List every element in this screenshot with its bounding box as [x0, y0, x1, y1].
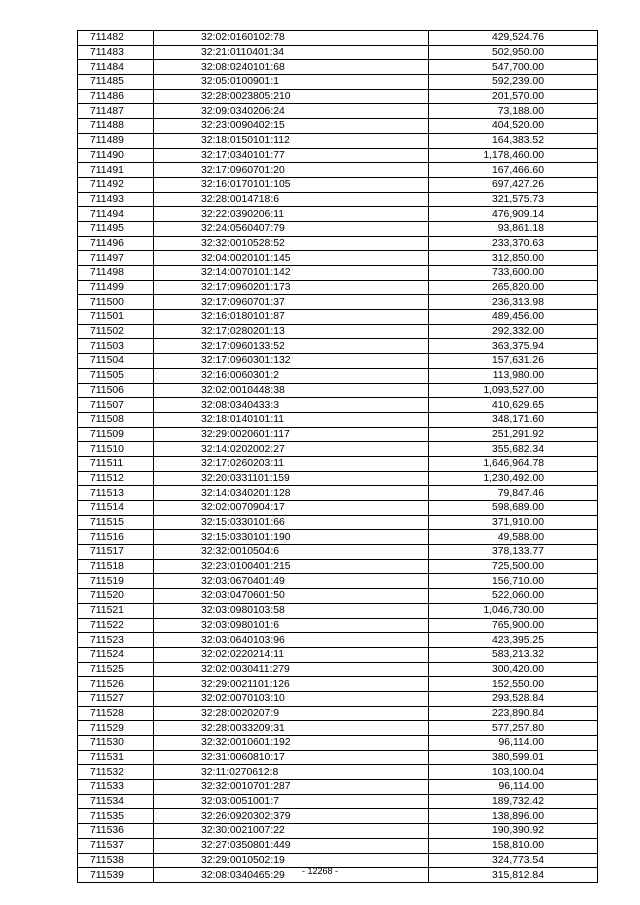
cadastral-value-cell: 598,689.00	[429, 501, 598, 516]
cadastral-number-cell: 32:17:0960701:37	[154, 295, 429, 310]
table-row	[78, 736, 598, 751]
table-row	[78, 633, 598, 648]
table-row	[78, 471, 598, 486]
cadastral-value-cell: 1,046,730.00	[429, 603, 598, 618]
table-row	[78, 559, 598, 574]
cadastral-number-cell: 32:02:0160102:78	[154, 31, 429, 46]
cadastral-value-cell: 293,528.84	[429, 691, 598, 706]
record-id-cell: 711499	[78, 280, 154, 295]
cadastral-value-cell: 476,909.14	[429, 207, 598, 222]
record-id-cell: 711484	[78, 60, 154, 75]
cadastral-value-cell: 592,239.00	[429, 75, 598, 90]
cadastral-value-cell: 1,230,492.00	[429, 471, 598, 486]
record-id-cell: 711490	[78, 148, 154, 163]
table-row	[78, 794, 598, 809]
cadastral-value-cell: 1,178,460.00	[429, 148, 598, 163]
cadastral-number-cell: 32:03:0980103:58	[154, 603, 429, 618]
cadastral-value-cell: 1,646,964.78	[429, 456, 598, 471]
cadastral-number-cell: 32:16:0060301:2	[154, 368, 429, 383]
cadastral-value-cell: 725,500.00	[429, 559, 598, 574]
cadastral-number-cell: 32:31:0060810:17	[154, 750, 429, 765]
cadastral-number-cell: 32:15:0330101:66	[154, 515, 429, 530]
table-row	[78, 765, 598, 780]
cadastral-value-cell: 158,810.00	[429, 838, 598, 853]
record-id-cell: 711515	[78, 515, 154, 530]
cadastral-value-cell: 404,520.00	[429, 119, 598, 134]
cadastral-number-cell: 32:32:0010701:287	[154, 780, 429, 795]
record-id-cell: 711521	[78, 603, 154, 618]
cadastral-number-cell: 32:27:0350801:449	[154, 838, 429, 853]
cadastral-number-cell: 32:17:0960201:173	[154, 280, 429, 295]
table-row	[78, 677, 598, 692]
record-id-cell: 711500	[78, 295, 154, 310]
record-id-cell: 711519	[78, 574, 154, 589]
cadastral-value-cell: 348,171.60	[429, 412, 598, 427]
cadastral-number-cell: 32:03:0980101:6	[154, 618, 429, 633]
table-row	[78, 691, 598, 706]
record-id-cell: 711535	[78, 809, 154, 824]
cadastral-number-cell: 32:30:0021007:22	[154, 824, 429, 839]
table-row	[78, 603, 598, 618]
cadastral-value-cell: 103,100.04	[429, 765, 598, 780]
cadastral-number-cell: 32:32:0010504:6	[154, 545, 429, 560]
cadastral-number-cell: 32:18:0150101:112	[154, 133, 429, 148]
cadastral-value-cell: 265,820.00	[429, 280, 598, 295]
record-id-cell: 711498	[78, 266, 154, 281]
record-id-cell: 711534	[78, 794, 154, 809]
cadastral-number-cell: 32:08:0340433:3	[154, 398, 429, 413]
record-id-cell: 711486	[78, 89, 154, 104]
table-row	[78, 398, 598, 413]
cadastral-value-cell: 96,114.00	[429, 780, 598, 795]
cadastral-value-cell: 251,291.92	[429, 427, 598, 442]
cadastral-value-cell: 410,629.65	[429, 398, 598, 413]
cadastral-number-cell: 32:23:0100401:215	[154, 559, 429, 574]
cadastral-number-cell: 32:02:0220214:11	[154, 647, 429, 662]
cadastral-number-cell: 32:16:0170101:105	[154, 177, 429, 192]
record-id-cell: 711504	[78, 354, 154, 369]
cadastral-value-cell: 321,575.73	[429, 192, 598, 207]
cadastral-value-cell: 371,910.00	[429, 515, 598, 530]
cadastral-value-cell: 429,524.76	[429, 31, 598, 46]
cadastral-value-cell: 522,060.00	[429, 589, 598, 604]
record-id-cell: 711501	[78, 310, 154, 325]
table-row	[78, 31, 598, 46]
cadastral-value-cell: 223,890.84	[429, 706, 598, 721]
cadastral-number-cell: 32:28:0020207:9	[154, 706, 429, 721]
table-row	[78, 60, 598, 75]
cadastral-number-cell: 32:08:0340465:29	[154, 868, 429, 883]
record-id-cell: 711537	[78, 838, 154, 853]
cadastral-number-cell: 32:17:0960701:20	[154, 163, 429, 178]
record-id-cell: 711533	[78, 780, 154, 795]
record-id-cell: 711525	[78, 662, 154, 677]
table-row	[78, 163, 598, 178]
table-row	[78, 412, 598, 427]
record-id-cell: 711505	[78, 368, 154, 383]
cadastral-number-cell: 32:29:0010502:19	[154, 853, 429, 868]
record-id-cell: 711493	[78, 192, 154, 207]
cadastral-number-cell: 32:17:0280201:13	[154, 324, 429, 339]
table-row	[78, 838, 598, 853]
cadastral-number-cell: 32:17:0960133:52	[154, 339, 429, 354]
cadastral-value-cell: 96,114.00	[429, 736, 598, 751]
cadastral-value-cell: 152,550.00	[429, 677, 598, 692]
record-id-cell: 711512	[78, 471, 154, 486]
table-row	[78, 104, 598, 119]
table-row	[78, 427, 598, 442]
cadastral-value-cell: 79,847.46	[429, 486, 598, 501]
table-row	[78, 809, 598, 824]
table-row	[78, 89, 598, 104]
record-id-cell: 711510	[78, 442, 154, 457]
cadastral-value-cell: 190,390.92	[429, 824, 598, 839]
record-id-cell: 711491	[78, 163, 154, 178]
cadastral-value-cell: 380,599.01	[429, 750, 598, 765]
cadastral-number-cell: 32:17:0340101:77	[154, 148, 429, 163]
cadastral-number-cell: 32:11:0270612:8	[154, 765, 429, 780]
record-id-cell: 711528	[78, 706, 154, 721]
table-row	[78, 662, 598, 677]
record-id-cell: 711539	[78, 868, 154, 883]
cadastral-number-cell: 32:17:0960301:132	[154, 354, 429, 369]
cadastral-value-cell: 1,093,527.00	[429, 383, 598, 398]
record-id-cell: 711489	[78, 133, 154, 148]
record-id-cell: 711529	[78, 721, 154, 736]
cadastral-value-cell: 157,631.26	[429, 354, 598, 369]
cadastral-number-cell: 32:14:0070101:142	[154, 266, 429, 281]
cadastral-value-cell: 201,570.00	[429, 89, 598, 104]
cadastral-value-cell: 93,861.18	[429, 221, 598, 236]
record-id-cell: 711503	[78, 339, 154, 354]
table-row	[78, 780, 598, 795]
table-row	[78, 442, 598, 457]
cadastral-number-cell: 32:05:0100901:1	[154, 75, 429, 90]
table-row	[78, 45, 598, 60]
record-id-cell: 711511	[78, 456, 154, 471]
table-row	[78, 339, 598, 354]
record-id-cell: 711506	[78, 383, 154, 398]
record-id-cell: 711514	[78, 501, 154, 516]
record-id-cell: 711482	[78, 31, 154, 46]
table-row	[78, 574, 598, 589]
table-row	[78, 501, 598, 516]
cadastral-number-cell: 32:03:0470601:50	[154, 589, 429, 604]
cadastral-value-cell: 167,466.60	[429, 163, 598, 178]
cadastral-number-cell: 32:28:0014718:6	[154, 192, 429, 207]
cadastral-number-cell: 32:20:0331101:159	[154, 471, 429, 486]
record-id-cell: 711495	[78, 221, 154, 236]
record-id-cell: 711538	[78, 853, 154, 868]
record-id-cell: 711507	[78, 398, 154, 413]
record-id-cell: 711524	[78, 647, 154, 662]
cadastral-value-cell: 583,213.32	[429, 647, 598, 662]
cadastral-value-cell: 765,900.00	[429, 618, 598, 633]
table-row	[78, 824, 598, 839]
cadastral-number-cell: 32:08:0240101:68	[154, 60, 429, 75]
table-row	[78, 295, 598, 310]
table-row	[78, 207, 598, 222]
record-id-cell: 711494	[78, 207, 154, 222]
cadastral-number-cell: 32:02:0070904:17	[154, 501, 429, 516]
table-row	[78, 119, 598, 134]
cadastral-number-cell: 32:16:0180101:87	[154, 310, 429, 325]
cadastral-value-cell: 292,332.00	[429, 324, 598, 339]
page-number: - 12268 -	[301, 866, 339, 876]
table-row	[78, 133, 598, 148]
table-row	[78, 706, 598, 721]
record-id-cell: 711527	[78, 691, 154, 706]
cadastral-value-cell: 236,313.98	[429, 295, 598, 310]
cadastral-value-cell: 733,600.00	[429, 266, 598, 281]
table-row	[78, 354, 598, 369]
cadastral-value-cell: 355,682.34	[429, 442, 598, 457]
table-row	[78, 515, 598, 530]
record-id-cell: 711517	[78, 545, 154, 560]
parcel-valuation-table	[77, 30, 598, 883]
table-row	[78, 589, 598, 604]
cadastral-value-cell: 502,950.00	[429, 45, 598, 60]
cadastral-value-cell: 156,710.00	[429, 574, 598, 589]
cadastral-number-cell: 32:04:0020101:145	[154, 251, 429, 266]
record-id-cell: 711532	[78, 765, 154, 780]
table-row	[78, 750, 598, 765]
cadastral-number-cell: 32:24:0560407:79	[154, 221, 429, 236]
record-id-cell: 711483	[78, 45, 154, 60]
record-id-cell: 711518	[78, 559, 154, 574]
cadastral-value-cell: 315,812.84	[429, 868, 598, 883]
cadastral-number-cell: 32:21:0110401:34	[154, 45, 429, 60]
cadastral-number-cell: 32:23:0090402:15	[154, 119, 429, 134]
cadastral-value-cell: 363,375.94	[429, 339, 598, 354]
record-id-cell: 711496	[78, 236, 154, 251]
table-row	[78, 177, 598, 192]
cadastral-number-cell: 32:02:0070103:10	[154, 691, 429, 706]
cadastral-number-cell: 32:14:0202002:27	[154, 442, 429, 457]
cadastral-number-cell: 32:03:0640103:96	[154, 633, 429, 648]
table-row	[78, 280, 598, 295]
record-id-cell: 711531	[78, 750, 154, 765]
table-row	[78, 75, 598, 90]
cadastral-value-cell: 577,257.80	[429, 721, 598, 736]
record-id-cell: 711487	[78, 104, 154, 119]
cadastral-number-cell: 32:03:0670401:49	[154, 574, 429, 589]
cadastral-number-cell: 32:18:0140101:11	[154, 412, 429, 427]
table-row	[78, 266, 598, 281]
record-id-cell: 711526	[78, 677, 154, 692]
cadastral-value-cell: 697,427.26	[429, 177, 598, 192]
cadastral-number-cell: 32:09:0340206:24	[154, 104, 429, 119]
cadastral-number-cell: 32:29:0021101:126	[154, 677, 429, 692]
cadastral-number-cell: 32:14:0340201:128	[154, 486, 429, 501]
table-row	[78, 486, 598, 501]
table-row	[78, 545, 598, 560]
table-row	[78, 148, 598, 163]
cadastral-number-cell: 32:15:0330101:190	[154, 530, 429, 545]
cadastral-value-cell: 312,850.00	[429, 251, 598, 266]
cadastral-number-cell: 32:29:0020601:117	[154, 427, 429, 442]
table-row	[78, 236, 598, 251]
record-id-cell: 711516	[78, 530, 154, 545]
cadastral-number-cell: 32:32:0010528:52	[154, 236, 429, 251]
cadastral-value-cell: 547,700.00	[429, 60, 598, 75]
table-row	[78, 530, 598, 545]
cadastral-value-cell: 324,773.54	[429, 853, 598, 868]
cadastral-value-cell: 73,188.00	[429, 104, 598, 119]
table-row	[78, 221, 598, 236]
table-row	[78, 383, 598, 398]
record-id-cell: 711530	[78, 736, 154, 751]
table-row	[78, 368, 598, 383]
cadastral-number-cell: 32:03:0051001:7	[154, 794, 429, 809]
table-row	[78, 647, 598, 662]
cadastral-number-cell: 32:28:0023805:210	[154, 89, 429, 104]
table-body	[78, 31, 598, 883]
table-row	[78, 251, 598, 266]
cadastral-number-cell: 32:26:0920302:379	[154, 809, 429, 824]
cadastral-number-cell: 32:17:0260203:11	[154, 456, 429, 471]
cadastral-value-cell: 423,395.25	[429, 633, 598, 648]
cadastral-number-cell: 32:02:0030411:279	[154, 662, 429, 677]
cadastral-value-cell: 300,420.00	[429, 662, 598, 677]
record-id-cell: 711509	[78, 427, 154, 442]
cadastral-value-cell: 189,732.42	[429, 794, 598, 809]
cadastral-value-cell: 164,383.52	[429, 133, 598, 148]
table-row	[78, 721, 598, 736]
cadastral-value-cell: 489,456.00	[429, 310, 598, 325]
record-id-cell: 711520	[78, 589, 154, 604]
cadastral-number-cell: 32:28:0033209:31	[154, 721, 429, 736]
table-row	[78, 192, 598, 207]
cadastral-value-cell: 113,980.00	[429, 368, 598, 383]
record-id-cell: 711485	[78, 75, 154, 90]
cadastral-value-cell: 138,896.00	[429, 809, 598, 824]
record-id-cell: 711522	[78, 618, 154, 633]
table-row	[78, 618, 598, 633]
record-id-cell: 711523	[78, 633, 154, 648]
record-id-cell: 711497	[78, 251, 154, 266]
record-id-cell: 711513	[78, 486, 154, 501]
record-id-cell: 711488	[78, 119, 154, 134]
cadastral-number-cell: 32:32:0010601:192	[154, 736, 429, 751]
record-id-cell: 711492	[78, 177, 154, 192]
cadastral-value-cell: 233,370.63	[429, 236, 598, 251]
table-row	[78, 456, 598, 471]
cadastral-value-cell: 49,588.00	[429, 530, 598, 545]
record-id-cell: 711536	[78, 824, 154, 839]
cadastral-number-cell: 32:02:0010448:38	[154, 383, 429, 398]
cadastral-value-cell: 378,133.77	[429, 545, 598, 560]
record-id-cell: 711502	[78, 324, 154, 339]
cadastral-number-cell: 32:22:0390206:11	[154, 207, 429, 222]
table-row	[78, 310, 598, 325]
record-id-cell: 711508	[78, 412, 154, 427]
table-row	[78, 324, 598, 339]
